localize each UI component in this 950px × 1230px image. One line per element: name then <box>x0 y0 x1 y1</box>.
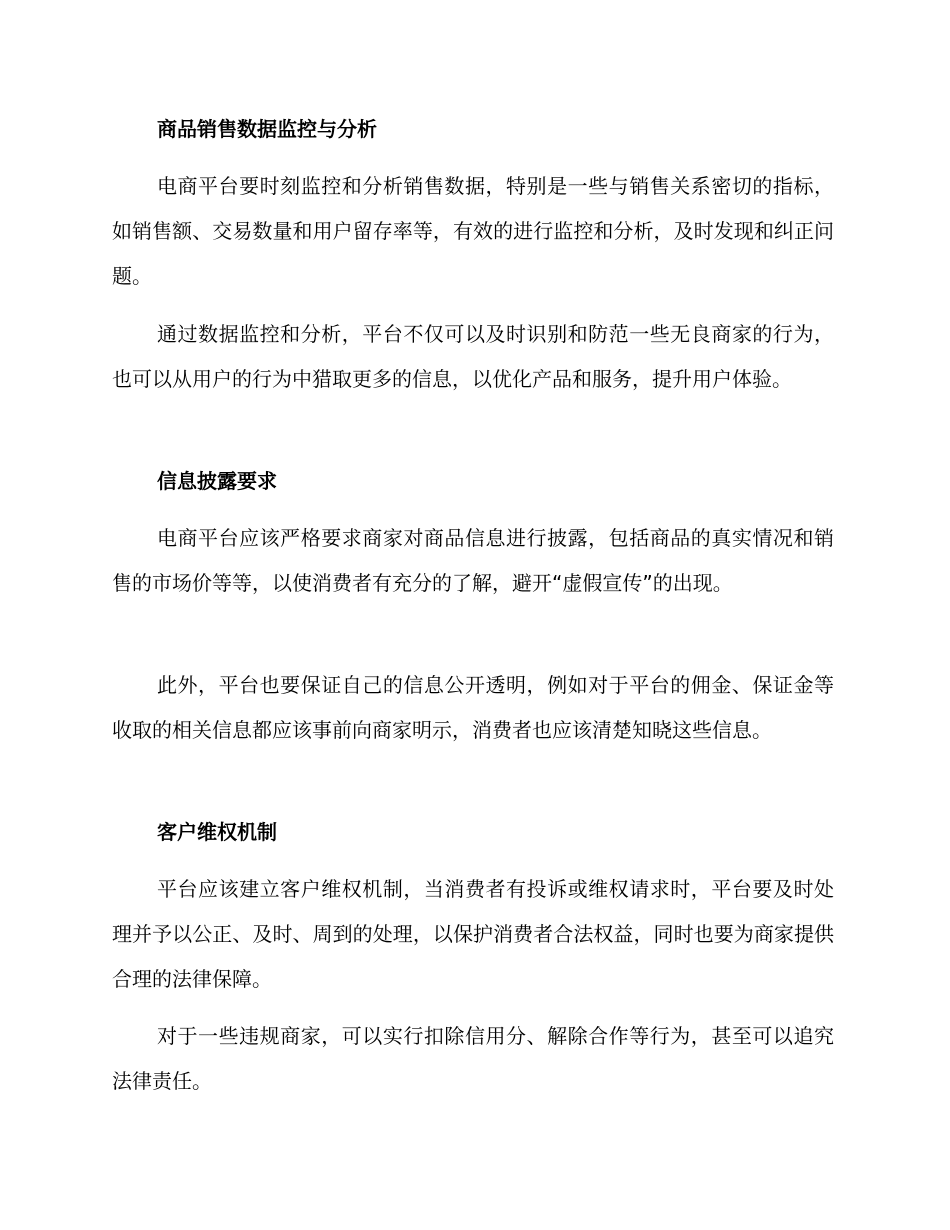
paragraph: 通过数据监控和分析，平台不仅可以及时识别和防范一些无良商家的行为，也可以从用户的行为中猎取更多的信息，以优化产品和服务，提升用户体验。 <box>112 322 834 391</box>
section-heading-customer-rights: 客户维权机制 <box>157 820 277 844</box>
section-heading-info-disclosure: 信息披露要求 <box>157 469 277 493</box>
paragraph: 对于一些违规商家，可以实行扣除信用分、解除合作等行为，甚至可以追究法律责任。 <box>112 1024 834 1093</box>
paragraph: 电商平台要时刻监控和分析销售数据，特别是一些与销售关系密切的指标，如销售额、交易数量和用户留存率等，有效的进行监控和分析，及时发现和纠正问题。 <box>112 174 834 288</box>
paragraph: 此外，平台也要保证自己的信息公开透明，例如对于平台的佣金、保证金等收取的相关信息都应该事前向商家明示，消费者也应该清楚知晓这些信息。 <box>112 673 834 742</box>
section-heading-sales-monitoring: 商品销售数据监控与分析 <box>157 117 377 141</box>
paragraph: 电商平台应该严格要求商家对商品信息进行披露，包括商品的真实情况和销售的市场价等等，以使消费者有充分的了解，避开“虚假宣传”的出现。 <box>112 526 834 595</box>
paragraph: 平台应该建立客户维权机制，当消费者有投诉或维权请求时，平台要及时处理并予以公正、及时、周到的处理，以保护消费者合法权益，同时也要为商家提供合理的法律保障。 <box>112 877 834 991</box>
